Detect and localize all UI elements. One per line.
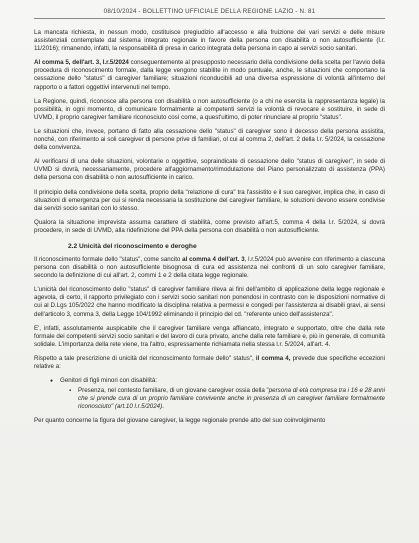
paragraph-8-a: Il riconoscimento formale dello "status", come sancito [34,255,183,263]
paragraph-8 [34,256,385,280]
paragraph-2 [34,59,385,91]
paragraph-11-c: prevede due specifiche eccezioni relative a: [34,354,386,370]
paragraph-11-b: il comma 4, [255,354,291,362]
sublist-item-a: Presenza, nel contesto familiare, di un giovane caregiver ossia della " [78,387,269,395]
paragraph-9: L'unicità del riconoscimento dello "status" di caregiver familiare rileva ai fini dell'ambito di applicazione della legge regionale e agevola, di certo, il rapporto privilegiato con i servizi socio sanitari non ponendosi in contrasto con le disposizioni normative di cui al D.Lgs 105/2022 che hanno modificato la disciplina relativa a permessi e congedi per l'assistenza ai disabili gravi, ai sensi dell'articolo 3, comma 3, della Legge 104/1992 eliminando il principio del cd. "referente unico dell'assistenza". [34,286,385,318]
paragraph-7: Qualora la situazione imprevista assuma carattere di stabilità, come previsto all'art.5, comma 4 della l.r. 5/2024, si dovrà procedere, in sede di UVMD, alla ridefinizione del PPA della persona con disabilità o non autosufficiente. [34,218,385,234]
list-item-label: Genitori di figli minori con disabilità: [60,377,157,385]
paragraph-11 [34,355,385,371]
paragraph-8-b: al comma 4 dell'art. 3 [182,255,245,263]
section-title: 2.2 Unicità del riconoscimento e deroghe [68,242,197,250]
paragraph-11-a: Rispetto a tale prescrizione di unicità del riconoscimento formale dello" status", [34,354,256,362]
paragraph-2-text: conseguentemente al presupposto necessario della condivisione della scelta per l'avvio della procedura di riconoscimento formale, dalla legge vengono stabilite in modo puntuale, anche, le situazioni che comportano la cessazione dello "status" di caregiver familiare; situazioni riconducibili ad una diversa espressione di volontà all'interno del rapporto o a fattori oggettivi intervenuti nel tempo. [34,59,385,91]
page-header: 08/10/2024 - BOLLETTINO UFFICIALE DELLA REGIONE LAZIO - N. 81 [103,8,316,15]
paragraph-10: E', infatti, assolutamente auspicabile che il caregiver familiare venga affiancato, integrato e supportato, oltre che dalla rete formale dei competenti servizi socio sanitari e del lavoro di cura privato, anche dalla rete familiare e, più in generale, di comunità solidale. L'importanza della rete viene, tra l'altro, espressamente richiamata nella stessa l.r. 5/2024, all'art. 4. [34,324,385,348]
paragraph-2-lead: Al comma 5, dell'art. 3, l.r.5/2024 [34,59,129,67]
paragraph-4: Le situazioni che, invece, portano di fatto alla cessazione dello "status" di caregiver sono il decesso della persona assistita, nonché, con riferimento ai soli caregiver di persone prive di familiari, ol cui al comma 2, dell'art. 2 della l.r. 5/2024, la cessazione della convivenza. [34,127,385,152]
exceptions-sublist [60,387,385,411]
paragraph-1: La mancata richiesta, in nessun modo, costituisce pregiudizio all'accesso e alla fruizione dei vari servizi e delle misure assistenziali contemplate dal sistema integrato regionale in favore della persona con disabilità o non autosufficiente (l.r. 11/2016); rimanendo, infatti, la responsabilità di presa in carico integrata della persona in capo ai servizi socio sanitari. [34,29,385,53]
paragraph-12: Per quanto concerne la figura del giovane caregiver, la legge regionale prende atto del suo coinvolgimento [34,417,326,425]
paragraph-6: Il principio della condivisione della scelta, proprio della "relazione di cura" tra l'assistito e il suo caregiver, implica che, in caso di situazioni di emergenza per cui si renda necessaria la sostituzione del caregiver familiare, le soluzioni devono essere condivise dai servizi socio sanitari con lo stesso. [34,188,385,212]
sublist-item-c: . [162,403,164,411]
sublist-item [78,387,385,411]
paragraph-8-c: , l.r.5/2024 può avvenire con riferimento a ciascuna persona con disabilità o non autosufficiente bisognosa di cura ed assistenza nei confronti di un solo caregiver familiare, secondo la definizione di cui all'art. 2, commi 1 e 2 della citata legge regionale. [34,255,385,280]
sublist-item-quote: persona di età compresa tra i 16 e 28 anni che si prende cura di un proprio familiare convivente anche in presenza di un caregiver familiare formalmente riconosciuto" (art.10 l.r.5/2024) [78,387,385,411]
list-item [60,377,385,411]
header-rule [34,18,385,19]
exceptions-list [34,377,385,411]
paragraph-5: Al verificarsi di una delle situazioni, volontarie o oggettive, sopraindicate di cessazione dello "status di caregiver", in sede di UVMD si dovrà, necessariamente, procedere all'aggiornamento/rimodulazione del Piano personalizzato di assistenza (PPA) della persona con disabilità o non autosufficiente in carico. [34,158,385,182]
paragraph-3: La Regione, quindi, riconosce alla persona con disabilità o non autosufficiente (o a chi ne esercita la rappresentanza legale) la possibilità, in ogni momento, di comunicare formalmente ai competenti servizi la volontà di revocare e sostituire, in sede di UVMD, il proprio caregiver familiare riconosciuto così come, a quest'ultimo, di poter rinunciare al proprio "status". [34,97,385,121]
